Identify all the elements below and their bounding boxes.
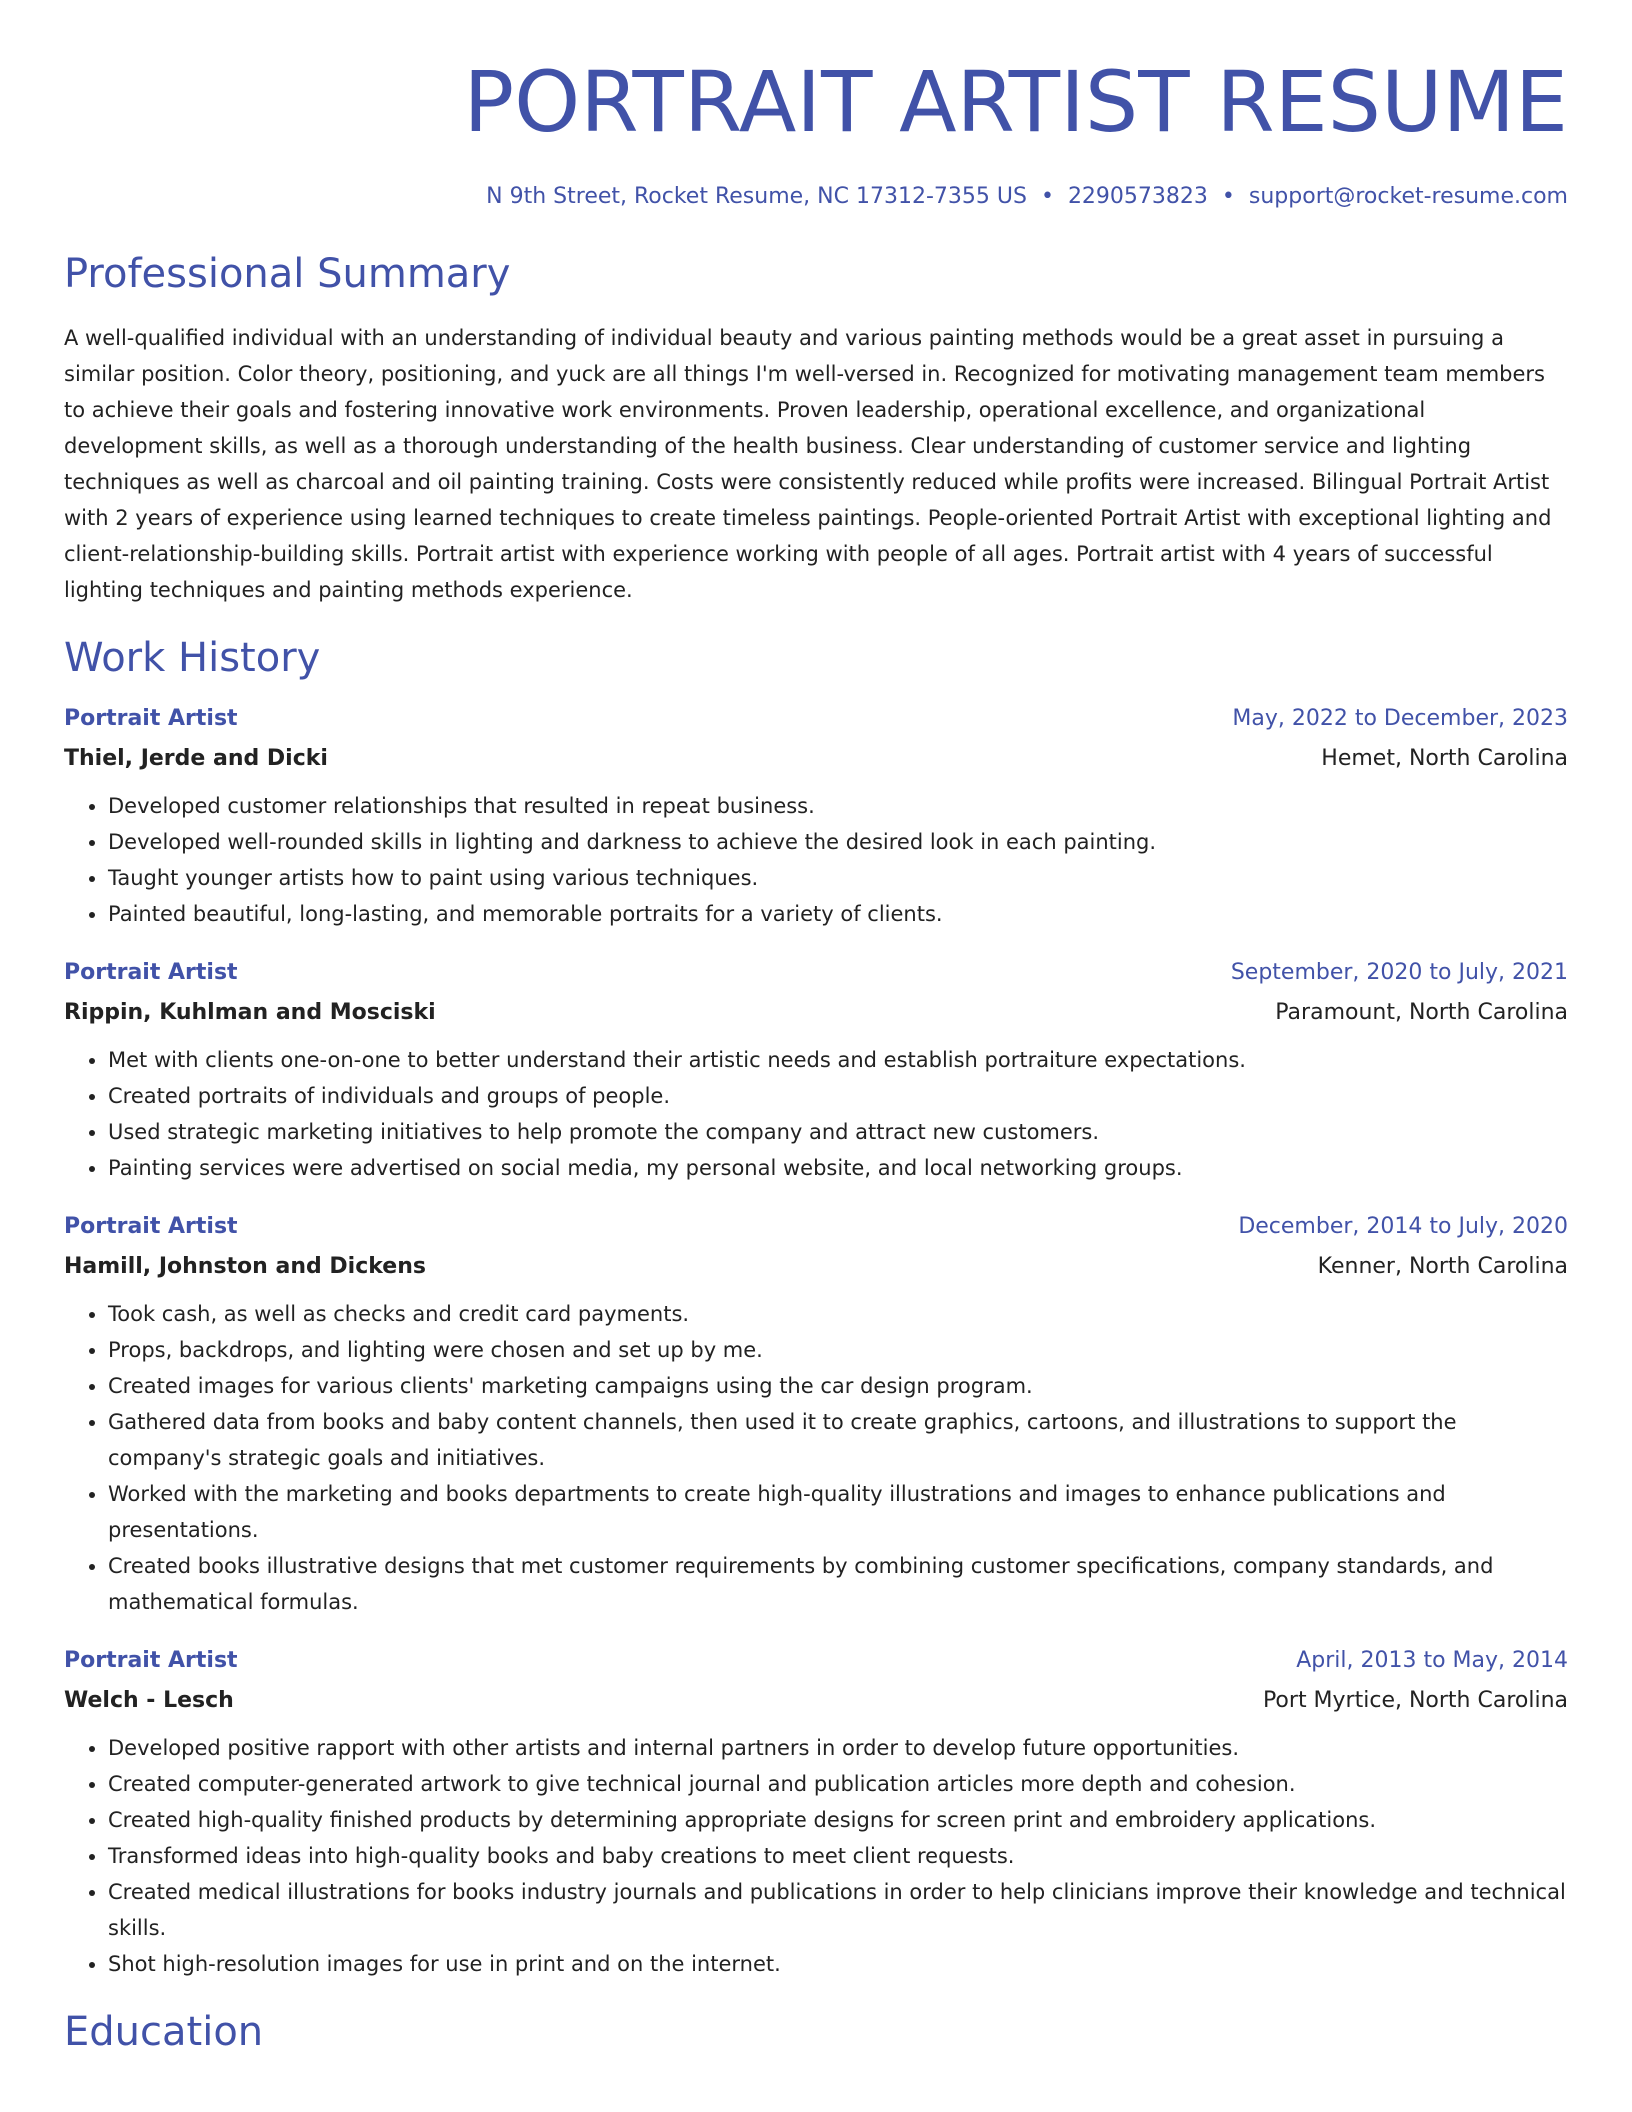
job-dates: April, 2013 to May, 2014 — [1296, 1648, 1568, 1673]
job-duty-item: • Worked with the marketing and books departments to create high-quality illustrations and images to enhance publications and presentations. — [108, 1476, 1568, 1548]
job-title: Portrait Artist — [64, 1214, 238, 1239]
job-title-row — [64, 1646, 1568, 1676]
job-title-row — [64, 704, 1568, 734]
job-location: Paramount, North Carolina — [1275, 1000, 1568, 1025]
job-location: Hemet, North Carolina — [1321, 746, 1568, 771]
job-title-row — [64, 1212, 1568, 1242]
job-employer-row — [64, 998, 1568, 1028]
job-duty-item: • Used strategic marketing initiatives to help promote the company and attract new customers. — [108, 1114, 1568, 1150]
contact-line — [64, 186, 1568, 208]
job-duty-item: • Props, backdrops, and lighting were chosen and set up by me. — [108, 1332, 1568, 1368]
job-employer: Welch - Lesch — [64, 1688, 234, 1713]
job-duty-item: • Painting services were advertised on social media, my personal website, and local networking groups. — [108, 1150, 1568, 1186]
job-entry — [64, 704, 1568, 932]
job-duty-item: • Created portraits of individuals and groups of people. — [108, 1078, 1568, 1114]
job-duty-item: • Developed well-rounded skills in lighting and darkness to achieve the desired look in each painting. — [108, 824, 1568, 860]
job-duties-list — [64, 788, 1568, 932]
job-duty-item: • Took cash, as well as checks and credit card payments. — [108, 1296, 1568, 1332]
job-location: Port Myrtice, North Carolina — [1262, 1688, 1568, 1713]
job-duty-item: • Taught younger artists how to paint using various techniques. — [108, 860, 1568, 896]
job-duties-list — [64, 1730, 1568, 1982]
job-duty-item: • Created computer-generated artwork to give technical journal and publication articles more depth and cohesion. — [108, 1766, 1568, 1802]
job-duty-item: • Met with clients one-on-one to better understand their artistic needs and establish portraiture expectations. — [108, 1042, 1568, 1078]
job-employer: Rippin, Kuhlman and Mosciski — [64, 1000, 436, 1025]
job-dates: May, 2022 to December, 2023 — [1232, 706, 1568, 731]
job-title: Portrait Artist — [64, 1648, 238, 1673]
job-duty-item: • Created images for various clients' marketing campaigns using the car design program. — [108, 1368, 1568, 1404]
job-employer-row — [64, 1252, 1568, 1282]
job-list — [64, 704, 1568, 1982]
summary-text: A well-qualified individual with an understanding of individual beauty and various painting methods would be a great asset in pursuing a similar position. Color theory, positioning, and yuck are all things I'm well-versed in. Recognized for motivating management team members to achieve their goals and fostering innovative work environments. Proven leadership, operational excellence, and organizational development skills, as well as a thorough understanding of the health business. Clear understanding of customer service and lighting techniques as well as charcoal and oil painting training. Costs were consistently reduced while profits were increased. Bilingual Portrait Artist with 2 years of experience using learned techniques to create timeless paintings. People-oriented Portrait Artist with exceptional lighting and client-relationship-building skills. Portrait artist with experience working with people of all ages. Portrait artist with 4 years of successful lighting techniques and painting methods experience. — [64, 326, 1552, 602]
job-duty-item: • Gathered data from books and baby content channels, then used it to create graphics, cartoons, and illustrations to support the company's strategic goals and initiatives. — [108, 1404, 1568, 1476]
job-location: Kenner, North Carolina — [1317, 1254, 1568, 1279]
job-duties-list — [64, 1296, 1568, 1620]
job-title-row — [64, 958, 1568, 988]
section-title-work-history: Work History — [64, 635, 321, 681]
section-title-summary: Professional Summary — [64, 251, 511, 297]
job-entry — [64, 958, 1568, 1186]
job-employer-row — [64, 744, 1568, 774]
job-title: Portrait Artist — [64, 960, 238, 985]
job-employer: Hamill, Johnston and Dickens — [64, 1254, 426, 1279]
resume-title: PORTRAIT ARTIST RESUME — [463, 53, 1568, 151]
job-entry — [64, 1212, 1568, 1620]
job-employer-row — [64, 1686, 1568, 1716]
contact-separator: • — [1221, 184, 1235, 209]
job-duties-list — [64, 1042, 1568, 1186]
job-duty-item: • Transformed ideas into high-quality books and baby creations to meet client requests. — [108, 1838, 1568, 1874]
job-dates: September, 2020 to July, 2021 — [1230, 960, 1568, 985]
job-duty-item: • Painted beautiful, long-lasting, and memorable portraits for a variety of clients. — [108, 896, 1568, 932]
job-entry — [64, 1646, 1568, 1982]
contact-address: N 9th Street, Rocket Resume, NC 17312-7355 US — [486, 184, 1027, 209]
contact-separator: • — [1040, 184, 1054, 209]
resume-page — [64, 0, 1568, 2055]
job-title: Portrait Artist — [64, 706, 238, 731]
job-duty-item: • Created books illustrative designs that met customer requirements by combining customer specifications, company standards, and mathematical formulas. — [108, 1548, 1568, 1620]
contact-email: support@rocket-resume.com — [1248, 184, 1568, 209]
job-duty-item: • Created high-quality finished products by determining appropriate designs for screen print and embroidery applications. — [108, 1802, 1568, 1838]
job-dates: December, 2014 to July, 2020 — [1238, 1214, 1568, 1239]
section-title-education: Education — [64, 2009, 264, 2055]
job-duty-item: • Developed positive rapport with other artists and internal partners in order to develop future opportunities. — [108, 1730, 1568, 1766]
job-employer: Thiel, Jerde and Dicki — [64, 746, 328, 771]
job-duty-item: • Developed customer relationships that resulted in repeat business. — [108, 788, 1568, 824]
job-duty-item: • Created medical illustrations for books industry journals and publications in order to help clinicians improve their knowledge and technical skills. — [108, 1874, 1568, 1946]
job-duty-item: • Shot high-resolution images for use in print and on the internet. — [108, 1946, 1568, 1982]
contact-phone: 2290573823 — [1067, 184, 1208, 209]
